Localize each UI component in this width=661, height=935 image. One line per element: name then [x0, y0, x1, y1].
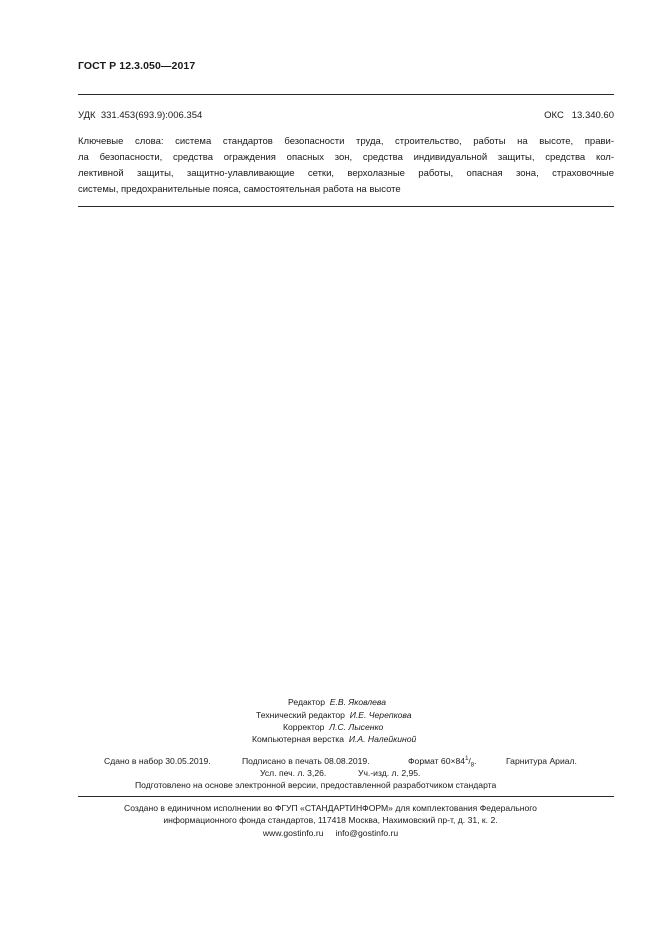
footer-line-1: Создано в единичном исполнении во ФГУП «СТАНДАРТИНФОРМ» для комплектования Федерального — [124, 803, 537, 813]
signed-to-print: Подписано в печать 08.08.2019. — [242, 756, 370, 766]
email-link[interactable]: info@gostinfo.ru — [335, 828, 399, 838]
editor-label: Редактор — [288, 697, 325, 707]
layout-name: И.А. Налейкиной — [348, 734, 417, 744]
footer-divider — [78, 796, 614, 797]
keywords-paragraph — [78, 134, 614, 198]
udc-code: УДК 331.453(693.9):006.354 — [78, 110, 203, 121]
footer-contacts — [0, 828, 661, 838]
tech-editor-label: Технический редактор — [256, 710, 345, 720]
editor-name: Е.В. Яковлева — [329, 697, 387, 707]
print-sheets: Усл. печ. л. 3,26. — [260, 768, 327, 778]
sent-to-set: Сдано в набор 30.05.2019. — [104, 756, 211, 766]
keywords-line: ла безопасности, средства ограждения опасных зон, средства индивидуальной защиты, средства кол- — [78, 152, 614, 163]
tech-editor-credit — [256, 710, 412, 720]
layout-label: Компьютерная верстка — [252, 734, 345, 744]
format-label: Формат 60×84 — [408, 756, 466, 766]
keywords-line: системы, предохранительные пояса, самостоятельная работа на высоте — [78, 184, 401, 195]
layout-credit — [252, 734, 416, 744]
keywords-line: Ключевые слова: система стандартов безопасности труда, строительство, работы на высоте, прави- — [78, 136, 614, 147]
document-code: ГОСТ Р 12.3.050—2017 — [78, 60, 196, 72]
oks-code: ОКС 13.340.60 — [544, 110, 614, 121]
typeface: Гарнитура Ариал. — [506, 756, 577, 766]
format-denominator: 8 — [470, 762, 475, 769]
corrector-label: Корректор — [283, 722, 325, 732]
corrector-name: Л.С. Лысенко — [329, 722, 384, 732]
keywords-divider — [78, 206, 614, 207]
format-numerator: 1 — [465, 756, 469, 763]
website-link[interactable]: www.gostinfo.ru — [262, 828, 324, 838]
editor-credit — [288, 697, 386, 707]
tech-editor-name: И.Е. Черепкова — [349, 710, 412, 720]
print-format: Формат $60\times 84^1/_8$. — [408, 756, 477, 769]
prepared-note: Подготовлено на основе электронной версии, предоставленной разработчиком стандарта — [135, 780, 497, 790]
corrector-credit — [283, 722, 383, 732]
footer-line-2: информационного фонда стандартов, 117418 Москва, Нахимовский пр-т, д. 31, к. 2. — [163, 815, 498, 825]
keywords-line: лективной защиты, защитно-улавливающие сетки, верхолазные работы, опасная зона, страховочные — [78, 168, 614, 179]
top-divider — [78, 94, 614, 95]
publishing-sheets: Уч.-изд. л. 2,95. — [358, 768, 421, 778]
